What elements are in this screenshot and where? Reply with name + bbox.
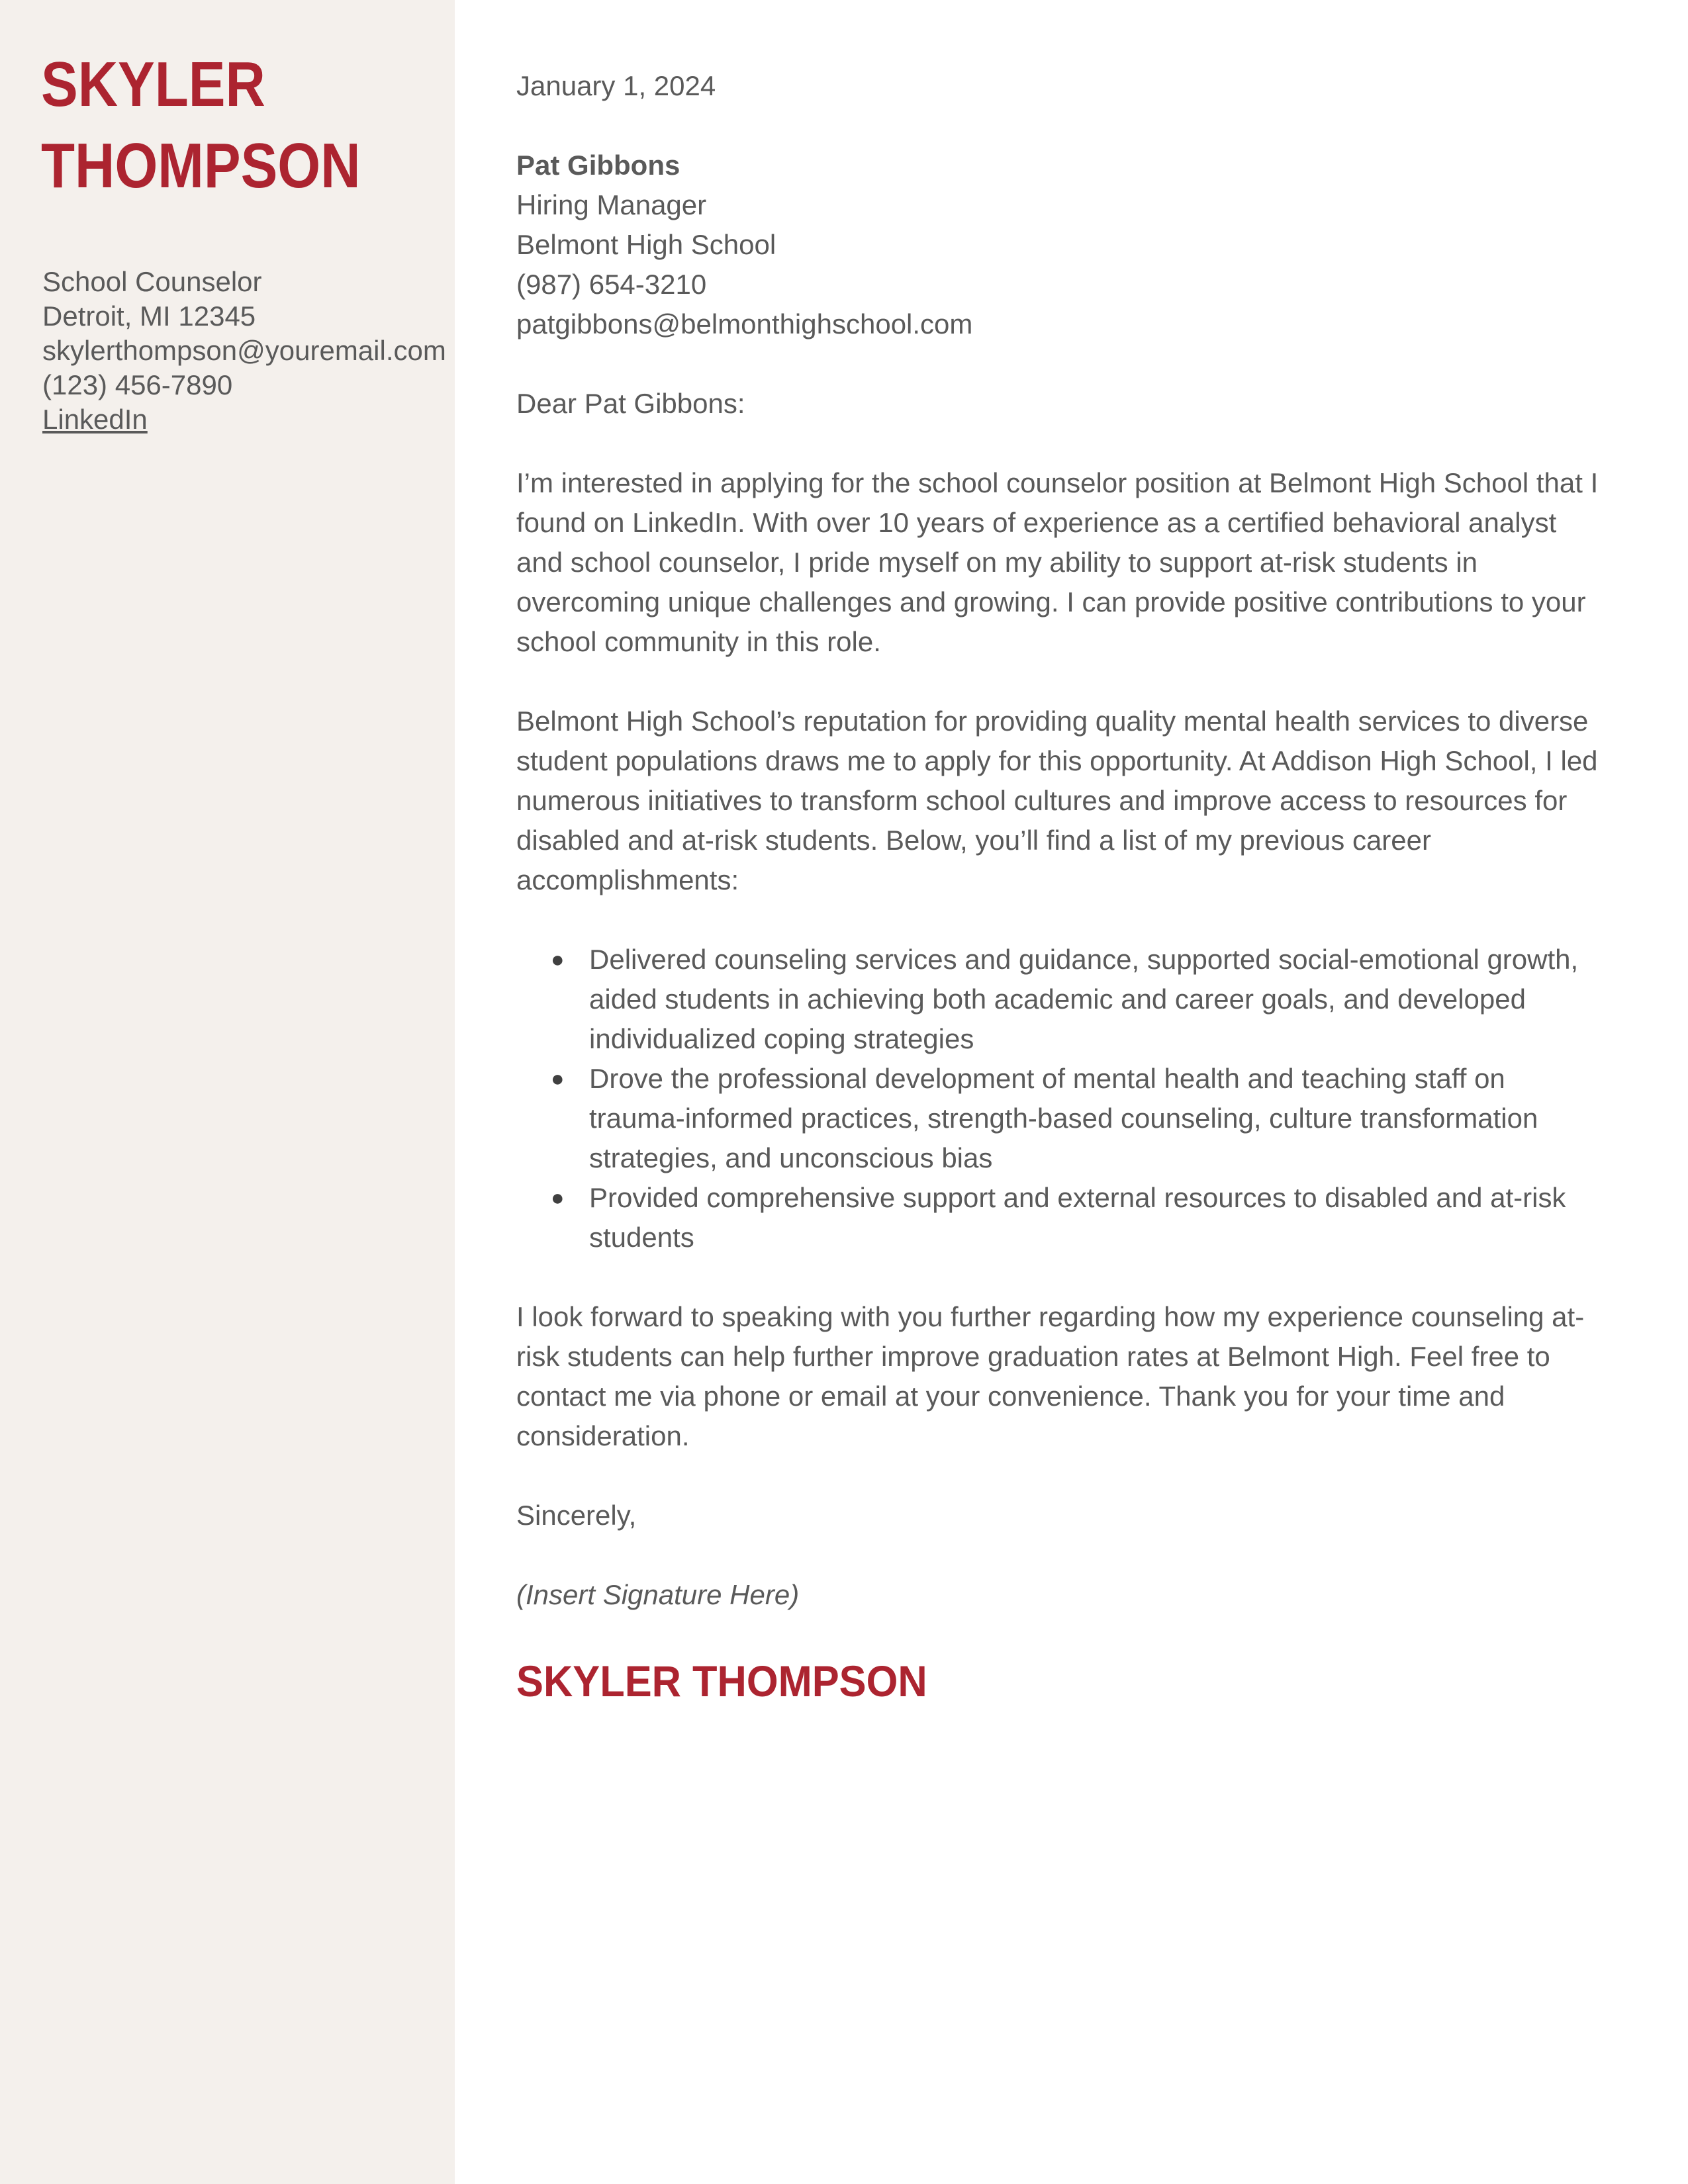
paragraph-closing: I look forward to speaking with you further regarding how my experience counseling at-risk students can help further improve graduation rates at Belmont High. Feel free to contact me via phone or email at your convenience. Thank you for your time and consideration. [516,1301,1585,1451]
letter-date: January 1, 2024 [516,70,716,101]
linkedin-link[interactable]: LinkedIn [42,404,148,435]
recipient-title: Hiring Manager [516,189,707,220]
bullet-text: Drove the professional development of mental health and teaching staff on trauma-informed practices, strength-based counseling, culture transformation strategies, and unconscious bias [589,1063,1538,1173]
paragraph-intro: I’m interested in applying for the school counselor position at Belmont High School that I found on LinkedIn. With over 10 years of experience as a certified behavioral analyst and school counselor, I pride myself on my ability to support at-risk students in overcoming unique challenges and growing. I can provide positive contributions to your school community in this role. [516,467,1599,657]
valediction: Sincerely, [516,1500,637,1531]
applicant-first-name: SKYLER [41,49,265,120]
bullet-icon: ● [551,1185,565,1210]
contact-block [42,265,446,437]
applicant-email: skylerthompson@youremail.com [42,335,446,366]
recipient-email: patgibbons@belmonthighschool.com [516,308,973,340]
bullet-text: Delivered counseling services and guidance, supported social-emotional growth, aided students in achieving both academic and career goals, and developed individualized coping strategies [589,944,1579,1054]
list-item [516,1178,1602,1257]
recipient-name: Pat Gibbons [516,150,680,181]
applicant-last-name: THOMPSON [41,130,361,201]
recipient-block [516,146,1602,344]
bullet-icon: ● [551,947,565,972]
applicant-job-title: School Counselor [42,266,262,297]
signature-placeholder: (Insert Signature Here) [516,1579,800,1610]
salutation: Dear Pat Gibbons: [516,388,745,419]
list-item [516,940,1602,1059]
bullet-text: Provided comprehensive support and external resources to disabled and at-risk students [589,1182,1566,1253]
letter-body [516,66,1602,1707]
list-item [516,1059,1602,1178]
bullet-icon: ● [551,1066,565,1091]
signature-name: SKYLER THOMPSON [516,1657,927,1706]
paragraph-motivation: Belmont High School’s reputation for providing quality mental health services to diverse student populations draws me to apply for this opportunity. At Addison High School, I led numerous initiatives to transform school cultures and improve access to resources for disabled and at-risk students. Below, you’ll find a list of my previous career accomplishments: [516,705,1598,895]
recipient-phone: (987) 654-3210 [516,269,707,300]
applicant-name [41,44,361,206]
applicant-phone: (123) 456-7890 [42,369,233,400]
sidebar [0,0,455,2184]
applicant-location: Detroit, MI 12345 [42,300,256,332]
recipient-company: Belmont High School [516,229,776,260]
accomplishments-list [516,940,1602,1257]
